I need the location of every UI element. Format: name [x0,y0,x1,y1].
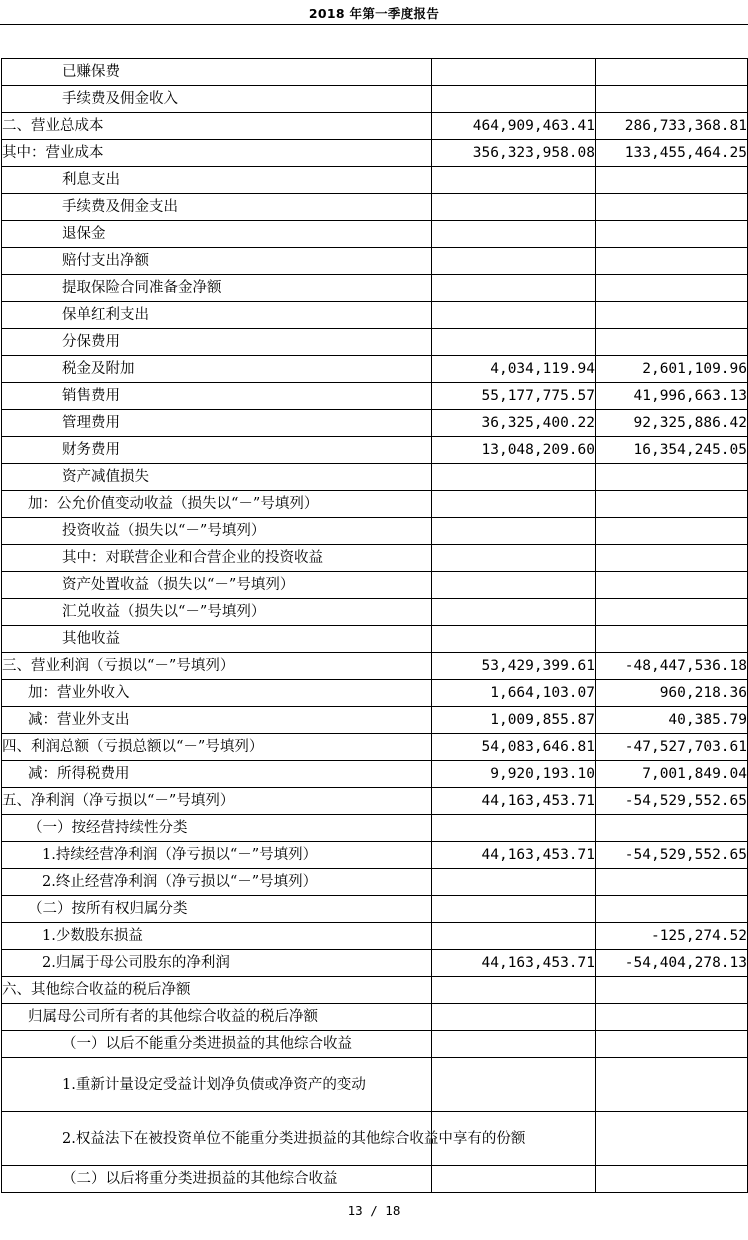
prior-period-value [596,275,748,302]
table-row [2,248,748,275]
table-row [2,1004,748,1031]
prior-period-value [596,1166,748,1193]
prior-period-value [596,59,748,86]
row-label: 退保金 [2,221,432,248]
current-period-value: 54,083,646.81 [432,734,596,761]
current-period-value [432,464,596,491]
current-period-value [432,59,596,86]
total-pages: 18 [385,1203,401,1218]
row-label: 六、其他综合收益的税后净额 [2,977,432,1004]
row-label: 财务费用 [2,437,432,464]
row-label: 投资收益（损失以“－”号填列） [2,518,432,545]
row-label: 手续费及佣金支出 [2,194,432,221]
prior-period-value [596,302,748,329]
current-period-value: 55,177,775.57 [432,383,596,410]
page-separator: / [370,1203,378,1218]
prior-period-value [596,464,748,491]
table-row [2,86,748,113]
current-period-value [432,545,596,572]
page-number [0,1203,748,1218]
prior-period-value [596,194,748,221]
current-period-value [432,923,596,950]
prior-period-value [596,1004,748,1031]
row-label: 1.持续经营净利润（净亏损以“－”号填列） [2,842,432,869]
table-row [2,1166,748,1193]
table-row [2,923,748,950]
prior-period-value [596,599,748,626]
table-row [2,1112,748,1166]
table-row [2,734,748,761]
prior-period-value [596,167,748,194]
row-label: 2.权益法下在被投资单位不能重分类进损益的其他综合收益中享有的份额 [2,1112,432,1166]
current-period-value: 13,048,209.60 [432,437,596,464]
table-row [2,356,748,383]
row-label: （一）按经营持续性分类 [2,815,432,842]
current-period-value [432,815,596,842]
prior-period-value [596,491,748,518]
prior-period-value [596,221,748,248]
current-period-value [432,248,596,275]
prior-period-value [596,1112,748,1166]
current-period-value [432,86,596,113]
row-label: 赔付支出净额 [2,248,432,275]
current-period-value: 44,163,453.71 [432,842,596,869]
row-label: 利息支出 [2,167,432,194]
row-label: 三、营业利润（亏损以“－”号填列） [2,653,432,680]
table-row [2,113,748,140]
table-row [2,761,748,788]
row-label: （二）以后将重分类进损益的其他综合收益 [2,1166,432,1193]
prior-period-value [596,518,748,545]
prior-period-value: 16,354,245.05 [596,437,748,464]
prior-period-value [596,977,748,1004]
current-period-value [432,1166,596,1193]
prior-period-value: 41,996,663.13 [596,383,748,410]
table-row [2,977,748,1004]
prior-period-value: -47,527,703.61 [596,734,748,761]
row-label: 资产减值损失 [2,464,432,491]
current-period-value: 44,163,453.71 [432,950,596,977]
table-row [2,788,748,815]
row-label: （一）以后不能重分类进损益的其他综合收益 [2,1031,432,1058]
table-row [2,545,748,572]
row-label: 减：所得税费用 [2,761,432,788]
current-period-value [432,1058,596,1112]
table-row [2,329,748,356]
prior-period-value: -54,404,278.13 [596,950,748,977]
current-period-value [432,599,596,626]
current-page: 13 [347,1203,363,1218]
prior-period-value [596,572,748,599]
current-period-value: 4,034,119.94 [432,356,596,383]
row-label: 销售费用 [2,383,432,410]
row-label: 二、营业总成本 [2,113,432,140]
row-label: 其中：对联营企业和合营企业的投资收益 [2,545,432,572]
table-row [2,194,748,221]
row-label: 加：公允价值变动收益（损失以“－”号填列） [2,491,432,518]
table-row [2,680,748,707]
row-label: 管理费用 [2,410,432,437]
row-label: 保单红利支出 [2,302,432,329]
table-row [2,518,748,545]
prior-period-value: 92,325,886.42 [596,410,748,437]
prior-period-value [596,815,748,842]
prior-period-value [596,329,748,356]
current-period-value: 53,429,399.61 [432,653,596,680]
current-period-value: 356,323,958.08 [432,140,596,167]
row-label: 已赚保费 [2,59,432,86]
page-header [0,0,748,26]
current-period-value [432,572,596,599]
row-label: 汇兑收益（损失以“－”号填列） [2,599,432,626]
prior-period-value [596,545,748,572]
prior-period-value: 960,218.36 [596,680,748,707]
income-statement-table [1,58,748,1193]
row-label: （二）按所有权归属分类 [2,896,432,923]
row-label: 资产处置收益（损失以“－”号填列） [2,572,432,599]
table-row [2,140,748,167]
row-label: 手续费及佣金收入 [2,86,432,113]
table-row [2,437,748,464]
current-period-value [432,896,596,923]
current-period-value: 1,009,855.87 [432,707,596,734]
report-title: 2018 年第一季度报告 [308,6,440,21]
prior-period-value [596,248,748,275]
table-row [2,1031,748,1058]
row-label: 其他收益 [2,626,432,653]
prior-period-value: 40,385.79 [596,707,748,734]
current-period-value [432,302,596,329]
row-label: 分保费用 [2,329,432,356]
current-period-value: 44,163,453.71 [432,788,596,815]
current-period-value [432,1031,596,1058]
prior-period-value [596,626,748,653]
table-row [2,59,748,86]
row-label: 四、利润总额（亏损总额以“－”号填列） [2,734,432,761]
row-label: 减：营业外支出 [2,707,432,734]
table-row [2,410,748,437]
table-row [2,1058,748,1112]
row-label: 其中：营业成本 [2,140,432,167]
prior-period-value [596,86,748,113]
table-row [2,950,748,977]
table-row [2,842,748,869]
row-label: 1.少数股东损益 [2,923,432,950]
current-period-value: 1,664,103.07 [432,680,596,707]
table-row [2,491,748,518]
table-row [2,626,748,653]
prior-period-value: -125,274.52 [596,923,748,950]
table-row [2,167,748,194]
current-period-value [432,221,596,248]
current-period-value [432,194,596,221]
current-period-value: 464,909,463.41 [432,113,596,140]
table-row [2,707,748,734]
prior-period-value: 286,733,368.81 [596,113,748,140]
row-label: 提取保险合同准备金净额 [2,275,432,302]
table-row [2,599,748,626]
current-period-value [432,518,596,545]
current-period-value [432,626,596,653]
table-row [2,653,748,680]
row-label: 加：营业外收入 [2,680,432,707]
prior-period-value: -54,529,552.65 [596,788,748,815]
current-period-value [432,869,596,896]
current-period-value [432,491,596,518]
table-row [2,275,748,302]
row-label: 2.归属于母公司股东的净利润 [2,950,432,977]
table-row [2,221,748,248]
prior-period-value: 2,601,109.96 [596,356,748,383]
prior-period-value: 133,455,464.25 [596,140,748,167]
header-divider [0,24,748,25]
table-row [2,383,748,410]
current-period-value [432,329,596,356]
row-label: 2.终止经营净利润（净亏损以“－”号填列） [2,869,432,896]
row-label: 1.重新计量设定受益计划净负债或净资产的变动 [2,1058,432,1112]
prior-period-value [596,896,748,923]
prior-period-value: -54,529,552.65 [596,842,748,869]
row-label: 五、净利润（净亏损以“－”号填列） [2,788,432,815]
row-label: 税金及附加 [2,356,432,383]
prior-period-value [596,1031,748,1058]
prior-period-value [596,869,748,896]
prior-period-value: 7,001,849.04 [596,761,748,788]
current-period-value [432,275,596,302]
prior-period-value [596,1058,748,1112]
current-period-value [432,977,596,1004]
table-row [2,869,748,896]
table-row [2,896,748,923]
table-row [2,815,748,842]
table-row [2,302,748,329]
current-period-value [432,1004,596,1031]
table-row [2,464,748,491]
prior-period-value: -48,447,536.18 [596,653,748,680]
current-period-value: 9,920,193.10 [432,761,596,788]
current-period-value [432,167,596,194]
row-label: 归属母公司所有者的其他综合收益的税后净额 [2,1004,432,1031]
table-row [2,572,748,599]
current-period-value: 36,325,400.22 [432,410,596,437]
